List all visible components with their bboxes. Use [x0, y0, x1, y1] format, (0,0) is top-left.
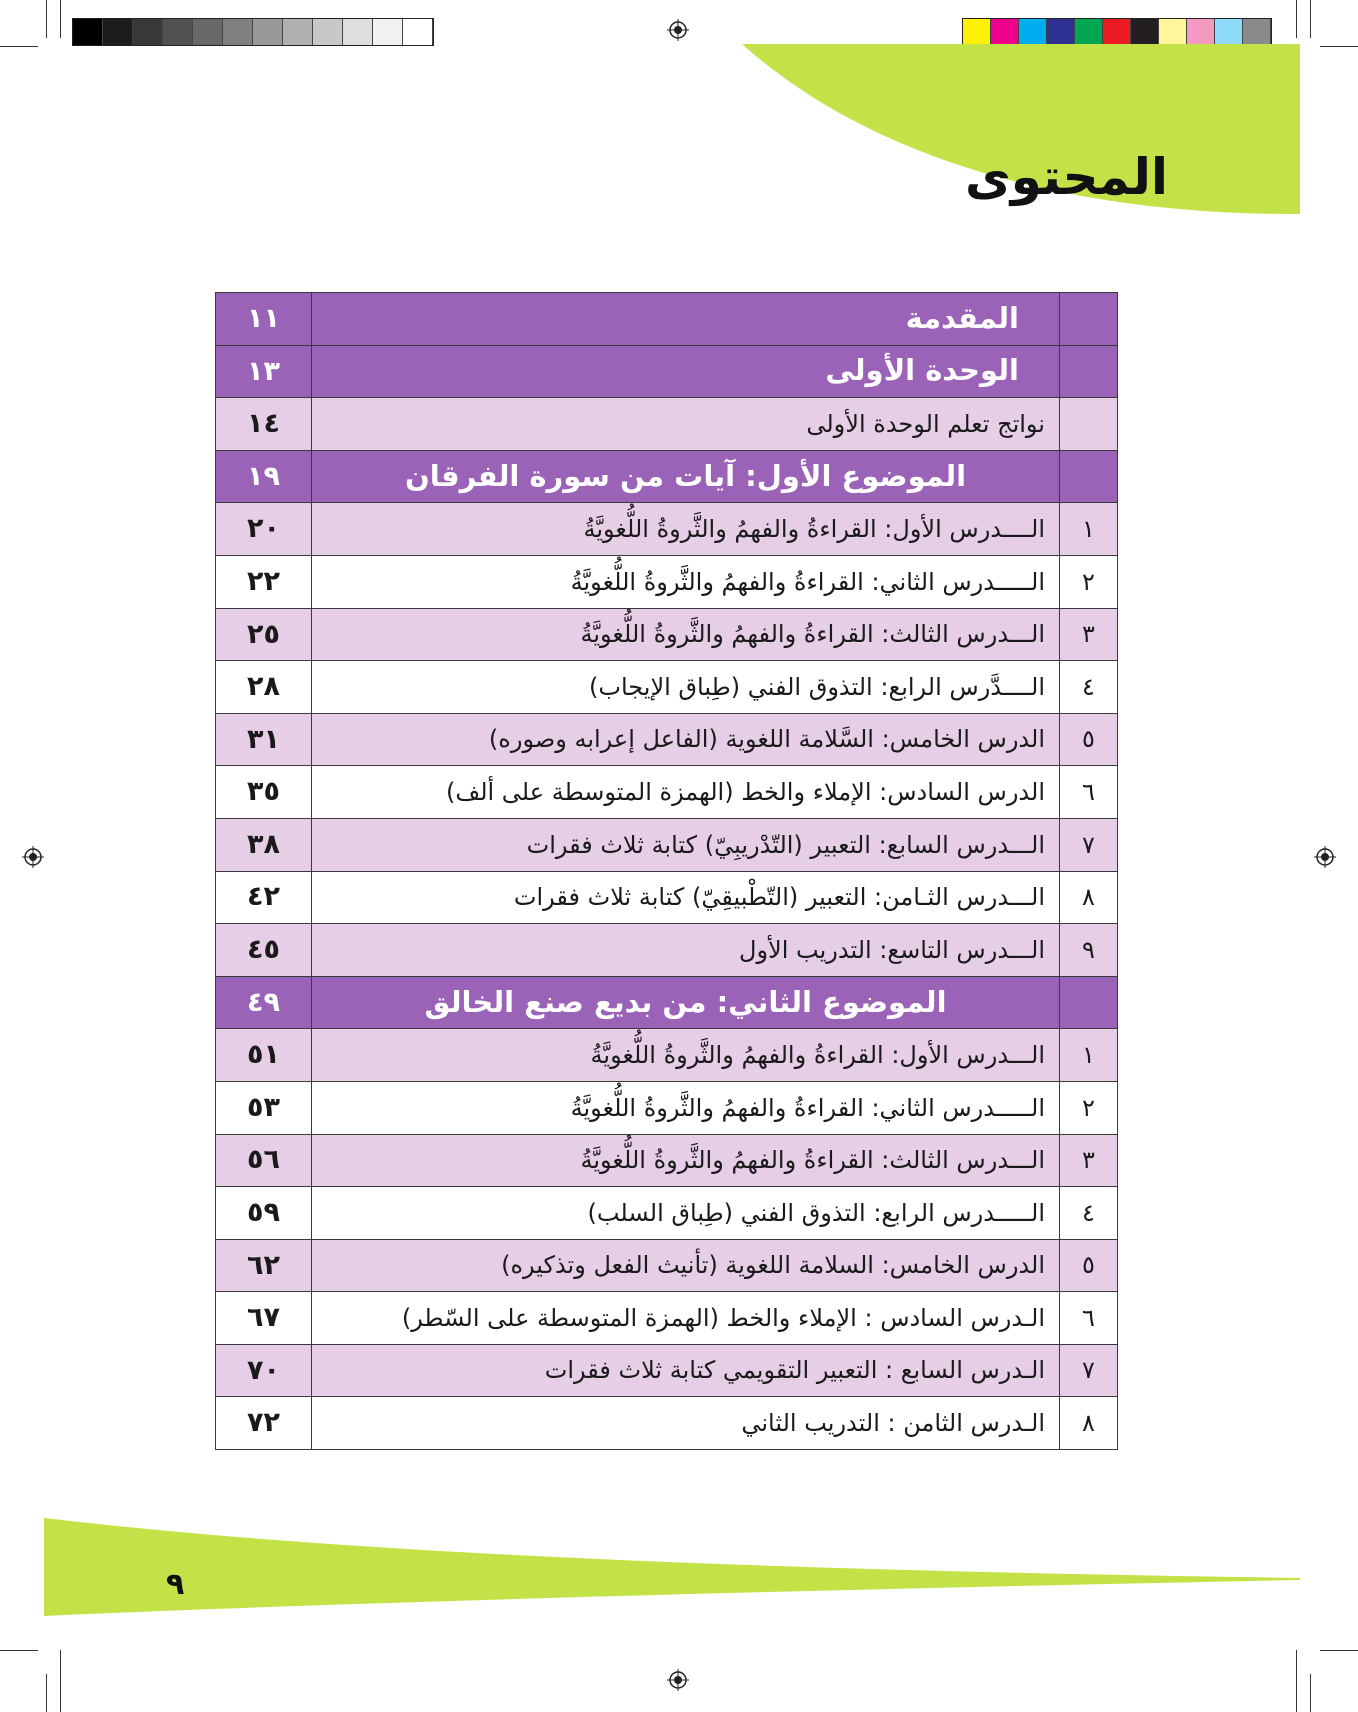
lesson-number: ٥	[1060, 1239, 1118, 1292]
toc-entry-title: الدرس الخامس: السَّلامة اللغوية (الفاعل إعرابه وصوره)	[312, 713, 1060, 766]
toc-row[interactable]	[216, 1292, 1118, 1345]
toc-page-number: ٤٢	[216, 871, 312, 924]
toc-topic-title: الموضوع الأول: آيات من سورة الفرقان	[312, 450, 1060, 503]
toc-entry-title: الوحدة الأولى	[312, 345, 1060, 398]
toc-page-number: ٣١	[216, 713, 312, 766]
toc-entry-title: الـدرس السابع : التعبير التقويمي كتابة ثلاث فقرات	[312, 1344, 1060, 1397]
toc-row[interactable]	[216, 1239, 1118, 1292]
toc-page-number: ٤٩	[216, 976, 312, 1029]
toc-page-number: ٧٢	[216, 1397, 312, 1450]
toc-entry-title: الـــدرس السابع: التعبير (التّدْريبِيّ) كتابة ثلاث فقرات	[312, 818, 1060, 871]
registration-mark-icon	[667, 1669, 689, 1691]
toc-page-number: ٣٨	[216, 818, 312, 871]
toc-row[interactable]	[216, 1081, 1118, 1134]
toc-page-number: ٢٢	[216, 555, 312, 608]
toc-topic-title: الموضوع الثاني: من بديع صنع الخالق	[312, 976, 1060, 1029]
lesson-number	[1060, 345, 1118, 398]
toc-row[interactable]	[216, 766, 1118, 819]
lesson-number: ٢	[1060, 1081, 1118, 1134]
lesson-number	[1060, 976, 1118, 1029]
toc-page-number: ١١	[216, 293, 312, 346]
lesson-number	[1060, 398, 1118, 451]
toc-page-number: ٥١	[216, 1029, 312, 1082]
toc-entry-title: الـــدرس الثـامن: التعبير (التّطْبيقِيّ) كتابة ثلاث فقرات	[312, 871, 1060, 924]
toc-page-number: ٢٠	[216, 503, 312, 556]
toc-page-number: ٦٢	[216, 1239, 312, 1292]
toc-page-number: ٤٥	[216, 924, 312, 977]
toc-page-number: ٧٠	[216, 1344, 312, 1397]
toc-entry-title: الدرس السادس: الإملاء والخط (الهمزة المتوسطة على ألف)	[312, 766, 1060, 819]
toc-entry-title: الـدرس الثامن : التدريب الثاني	[312, 1397, 1060, 1450]
toc-entry-title: نواتج تعلم الوحدة الأولى	[312, 398, 1060, 451]
toc-entry-title: الـــدرس الثالث: القراءةُ والفهمُ والثَّروةُ اللُّغويَّةُ	[312, 1134, 1060, 1187]
toc-row[interactable]	[216, 1397, 1118, 1450]
toc-entry-title: المقدمة	[312, 293, 1060, 346]
toc-row[interactable]	[216, 1344, 1118, 1397]
toc-entry-title: الـــــدرس الثاني: القراءةُ والفهمُ والثَّروةُ اللُّغويَّةُ	[312, 1081, 1060, 1134]
toc-row[interactable]	[216, 1187, 1118, 1240]
toc-entry-title: الـــدرس التاسع: التدريب الأول	[312, 924, 1060, 977]
toc-row[interactable]	[216, 818, 1118, 871]
toc-entry-title: الــــدرس الأول: القراءةُ والفهمُ والثَّروةُ اللُّغويَّةُ	[312, 503, 1060, 556]
toc-row[interactable]	[216, 293, 1118, 346]
toc-page-number: ٢٨	[216, 661, 312, 714]
registration-mark-icon	[1314, 846, 1336, 868]
toc-row[interactable]	[216, 398, 1118, 451]
toc-page-number: ٥٦	[216, 1134, 312, 1187]
lesson-number: ٥	[1060, 713, 1118, 766]
page-title: المحتوى	[964, 148, 1168, 206]
page-number: ٩	[166, 1567, 185, 1602]
lesson-number: ٤	[1060, 1187, 1118, 1240]
toc-topic-row[interactable]	[216, 450, 1118, 503]
lesson-number	[1060, 293, 1118, 346]
lesson-number: ٤	[1060, 661, 1118, 714]
toc-entry-title: الــــدَّرس الرابع: التذوق الفني (طِباق الإيجاب)	[312, 661, 1060, 714]
toc-entry-title: الـــدرس الثالث: القراءةُ والفهمُ والثَّروةُ اللُّغويَّةُ	[312, 608, 1060, 661]
lesson-number: ١	[1060, 503, 1118, 556]
lesson-number: ٧	[1060, 818, 1118, 871]
toc-page-number: ٣٥	[216, 766, 312, 819]
toc-page-number: ٢٥	[216, 608, 312, 661]
lesson-number: ٩	[1060, 924, 1118, 977]
lesson-number: ٨	[1060, 1397, 1118, 1450]
toc-row[interactable]	[216, 608, 1118, 661]
toc-page-number: ١٣	[216, 345, 312, 398]
toc-page-number: ٦٧	[216, 1292, 312, 1345]
registration-mark-icon	[22, 846, 44, 868]
toc-row[interactable]	[216, 503, 1118, 556]
toc-page-number: ٥٣	[216, 1081, 312, 1134]
table-of-contents	[215, 292, 1118, 1450]
toc-row[interactable]	[216, 1134, 1118, 1187]
lesson-number: ٢	[1060, 555, 1118, 608]
toc-page-number: ١٩	[216, 450, 312, 503]
toc-entry-title: الـــدرس الأول: القراءةُ والفهمُ والثَّروةُ اللُّغويَّةُ	[312, 1029, 1060, 1082]
lesson-number: ٣	[1060, 608, 1118, 661]
toc-row[interactable]	[216, 345, 1118, 398]
toc-entry-title: الـــــدرس الثاني: القراءةُ والفهمُ والثَّروةُ اللُّغويَّةُ	[312, 555, 1060, 608]
toc-row[interactable]	[216, 661, 1118, 714]
toc-row[interactable]	[216, 871, 1118, 924]
footer-swoosh-decoration	[0, 1500, 1358, 1630]
lesson-number: ٦	[1060, 1292, 1118, 1345]
toc-row[interactable]	[216, 924, 1118, 977]
toc-entry-title: الـدرس السادس : الإملاء والخط (الهمزة المتوسطة على السّطر)	[312, 1292, 1060, 1345]
toc-topic-row[interactable]	[216, 976, 1118, 1029]
toc-row[interactable]	[216, 555, 1118, 608]
toc-entry-title: الـــــدرس الرابع: التذوق الفني (طِباق السلب)	[312, 1187, 1060, 1240]
lesson-number: ٣	[1060, 1134, 1118, 1187]
lesson-number: ٧	[1060, 1344, 1118, 1397]
lesson-number: ٦	[1060, 766, 1118, 819]
toc-entry-title: الدرس الخامس: السلامة اللغوية (تأنيث الفعل وتذكيره)	[312, 1239, 1060, 1292]
toc-row[interactable]	[216, 713, 1118, 766]
lesson-number: ١	[1060, 1029, 1118, 1082]
lesson-number	[1060, 450, 1118, 503]
lesson-number: ٨	[1060, 871, 1118, 924]
toc-page-number: ٥٩	[216, 1187, 312, 1240]
toc-row[interactable]	[216, 1029, 1118, 1082]
toc-page-number: ١٤	[216, 398, 312, 451]
